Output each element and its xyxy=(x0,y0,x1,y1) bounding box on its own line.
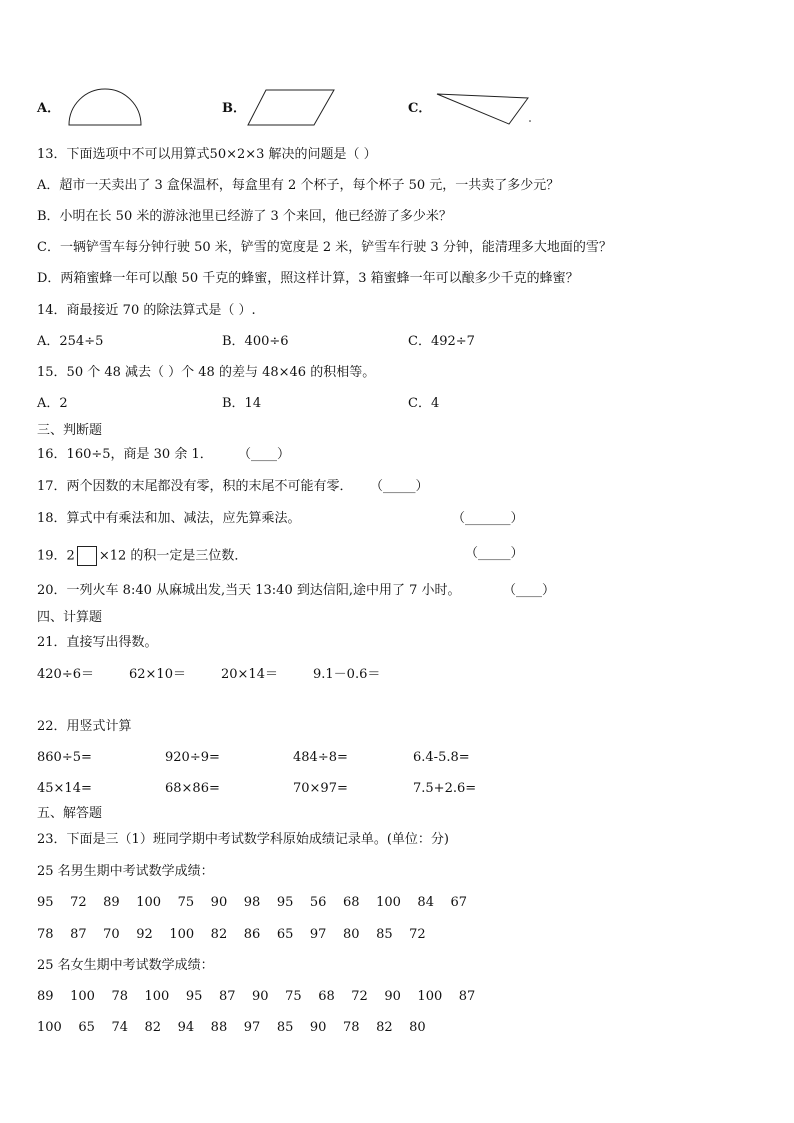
score: 95 xyxy=(276,895,294,910)
score: 85 xyxy=(376,927,393,942)
vertical-calc-item: 68×86= xyxy=(165,781,220,796)
score: 65 xyxy=(276,927,294,942)
question-14-option-b: B．400÷6 xyxy=(222,334,289,349)
score: 90 xyxy=(252,989,269,1004)
question-13-option-b: B．小明在长 50 米的游泳池里已经游了 3 个来回，他已经游了多少米？ xyxy=(37,209,452,224)
question-16-text: 16．160÷5，商是 30 余 1． xyxy=(37,447,213,462)
vertical-calc-item: 920÷9= xyxy=(165,750,220,765)
score: 87 xyxy=(70,927,87,942)
question-19-answer-blank: （_____） xyxy=(465,546,524,561)
score: 95 xyxy=(37,895,54,910)
question-13-option-c: C．一辆铲雪车每分钟行驶 50 米，铲雪的宽度是 2 米，铲雪车行驶 3 分钟，能清理多大地面的雪？ xyxy=(37,240,612,255)
question-14-option-c: C．492÷7 xyxy=(408,334,475,349)
score: 72 xyxy=(70,895,87,910)
score: 82 xyxy=(144,1020,162,1035)
score: 68 xyxy=(318,989,335,1004)
question-16-answer-blank: （____） xyxy=(238,447,291,462)
score: 65 xyxy=(78,1020,95,1035)
score: 100 xyxy=(376,895,401,910)
score: 80 xyxy=(342,927,360,942)
score: 85 xyxy=(276,1020,294,1035)
vertical-calc-item: 45×14= xyxy=(37,781,92,796)
question-15-stem: 15．50 个 48 减去（ ）个 48 的差与 48×46 的积相等。 xyxy=(37,365,376,380)
question-15-option-c: C．4 xyxy=(408,396,440,411)
question-17-text: 17．两个因数的末尾都没有零，积的末尾不可能有零． xyxy=(37,479,353,494)
boys-scores-row-1 xyxy=(37,895,467,911)
score: 70 xyxy=(103,927,120,942)
vertical-calc-item: 484÷8= xyxy=(293,750,348,765)
vertical-calc-item: 860÷5= xyxy=(37,750,92,765)
question-19-prefix: 19．2 xyxy=(37,548,75,564)
section-5-heading: 五、解答题 xyxy=(37,806,103,821)
question-17-answer-blank: （_____） xyxy=(370,479,429,494)
calc-item: 9.1－0.6＝ xyxy=(313,667,381,682)
question-23-stem: 23．下面是三（1）班同学期中考试数学科原始成绩记录单。(单位：分) xyxy=(37,832,449,847)
score: 100 xyxy=(70,989,95,1004)
vertical-calc-item: 70×97= xyxy=(293,781,348,796)
question-13-stem: 13．下面选项中不可以用算式50×2×3 解决的问题是（ ） xyxy=(37,147,377,162)
score: 78 xyxy=(342,1020,360,1035)
semicircle-shape xyxy=(66,87,146,127)
vertical-calc-item: 7.5+2.6= xyxy=(413,781,477,796)
score: 72 xyxy=(351,989,368,1004)
score: 100 xyxy=(417,989,443,1004)
question-15-option-b: B．14 xyxy=(222,396,262,411)
question-18-text: 18．算式中有乘法和加、减法，应先算乘法。 xyxy=(37,511,301,526)
score: 75 xyxy=(177,895,195,910)
section-3-heading: 三、判断题 xyxy=(37,423,103,438)
question-14-stem: 14．商最接近 70 的除法算式是（ ）. xyxy=(37,303,256,318)
question-15-option-a: A．2 xyxy=(37,396,68,411)
question-13-option-a: A．超市一天卖出了 3 盒保温杯，每盒里有 2 个杯子，每个杯子 50 元，一共卖了多少元？ xyxy=(37,178,560,193)
girls-scores-label: 25 名女生期中考试数学成绩： xyxy=(37,958,214,973)
calc-item: 62×10＝ xyxy=(129,667,186,682)
score: 72 xyxy=(409,927,426,942)
girls-scores-row-2 xyxy=(37,1020,426,1036)
score: 98 xyxy=(243,895,261,910)
vertical-calc-item: 6.4-5.8= xyxy=(413,750,470,765)
score: 89 xyxy=(103,895,120,910)
score: 82 xyxy=(210,927,228,942)
score: 90 xyxy=(210,895,228,910)
score: 84 xyxy=(417,895,434,910)
question-19-suffix: ×12 的积一定是三位数． xyxy=(98,548,248,564)
option-a-label: A． xyxy=(37,101,61,116)
question-19-text xyxy=(37,546,247,566)
score: 100 xyxy=(136,895,162,910)
triangle-shape xyxy=(434,88,534,128)
score: 100 xyxy=(37,1020,62,1035)
score: 90 xyxy=(309,1020,327,1035)
option-b-label: B． xyxy=(222,101,246,116)
empty-digit-box xyxy=(77,546,97,566)
score: 92 xyxy=(136,927,153,942)
section-4-heading: 四、计算题 xyxy=(37,610,103,625)
score: 87 xyxy=(458,989,476,1004)
score: 100 xyxy=(144,989,170,1004)
score: 89 xyxy=(37,989,54,1004)
score: 86 xyxy=(243,927,261,942)
question-14-option-a: A．254÷5 xyxy=(37,334,104,349)
question-18-answer-blank: （_______） xyxy=(452,511,524,526)
calc-item: 20×14＝ xyxy=(221,667,278,682)
question-22-stem: 22．用竖式计算 xyxy=(37,719,132,734)
boys-scores-label: 25 名男生期中考试数学成绩： xyxy=(37,864,214,879)
score: 67 xyxy=(450,895,468,910)
score: 78 xyxy=(37,927,54,942)
question-21-stem: 21．直接写出得数。 xyxy=(37,635,158,650)
score: 90 xyxy=(384,989,401,1004)
calc-item: 420÷6＝ xyxy=(37,667,94,682)
score: 100 xyxy=(169,927,195,942)
score: 74 xyxy=(111,1020,128,1035)
option-c-label: C． xyxy=(408,101,432,116)
score: 75 xyxy=(285,989,302,1004)
question-20-text: 20．一列火车 8:40 从麻城出发,当天 13:40 到达信阳,途中用了 7 小时。 xyxy=(37,583,461,598)
score: 82 xyxy=(376,1020,393,1035)
parallelogram-shape xyxy=(246,87,338,127)
girls-scores-row-1 xyxy=(37,989,475,1005)
boys-scores-row-2 xyxy=(37,927,426,943)
score: 97 xyxy=(309,927,327,942)
score: 88 xyxy=(210,1020,228,1035)
score: 68 xyxy=(342,895,360,910)
score: 94 xyxy=(177,1020,195,1035)
question-20-answer-blank: （____） xyxy=(503,583,556,598)
question-13-option-d: D．两箱蜜蜂一年可以酿 50 千克的蜂蜜，照这样计算，3 箱蜜蜂一年可以酿多少千克的蜂蜜？ xyxy=(37,271,579,286)
score: 97 xyxy=(243,1020,261,1035)
score: 95 xyxy=(185,989,203,1004)
score: 87 xyxy=(218,989,236,1004)
score: 80 xyxy=(409,1020,426,1035)
score: 78 xyxy=(111,989,128,1004)
score: 56 xyxy=(309,895,327,910)
